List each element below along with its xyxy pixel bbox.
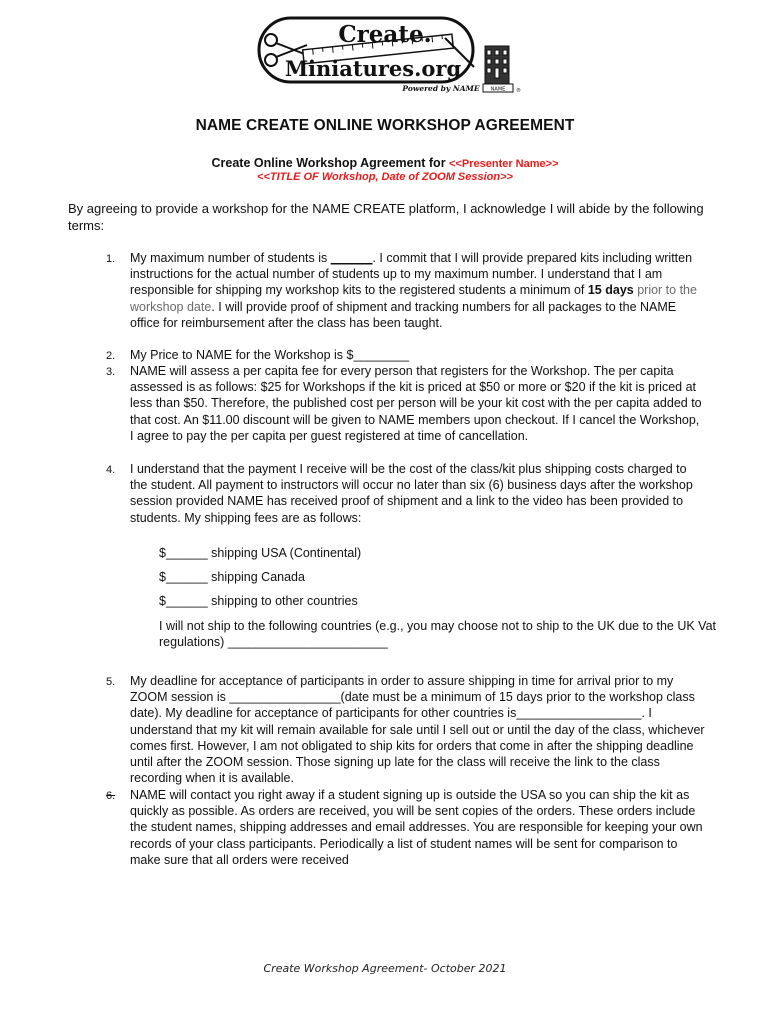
registered-mark: ®: [516, 88, 521, 94]
item-text: My maximum number of students is ______. I commit that I will provide prepared kits including written instructions for the actual number of students up to my maximum number. I understand that I am responsible for shipping my workshop kits to the registered students a minimum of 15 days prior to the workshop date. I will provide proof of shipment and tracking numbers for all packages to the NAME office for reimbursement after the class has been taught.: [130, 251, 697, 330]
page-footer: Create Workshop Agreement- October 2021: [263, 962, 507, 975]
intro-paragraph: By agreeing to provide a workshop for the NAME CREATE platform, I acknowledge I will abide by the following terms:: [68, 201, 704, 233]
logo-line1: Create.: [338, 21, 432, 48]
logo-line2: Miniatures.org: [284, 56, 462, 81]
item-number: 5.: [106, 676, 116, 688]
subtitle-line1: [0, 156, 770, 170]
subtitle-line2: <<TITLE OF Workshop, Date of ZOOM Session>>: [257, 171, 513, 183]
item-text: I understand that the payment I receive will be the cost of the class/kit plus shipping costs charged to the student. All payment to instructors will occur no later than six (6) business days after the workshop session provided NAME has received proof of shipment and a link to the video has been provided to students. My shipping fees are as follows:: [130, 462, 693, 525]
shipping-fee-usa: $______ shipping USA (Continental): [159, 546, 362, 560]
no-ship-countries: I will not ship to the following countries (e.g., you may choose not to ship to the UK due to the UK Vat regulations) _______________________: [159, 619, 717, 650]
item-number: 2.: [106, 350, 116, 362]
item-text: NAME will contact you right away if a student signing up is outside the USA so you can ship the kit as quickly as possible. As orders are received, you will be sent copies of the orders. These orders include the student names, shipping addresses and email addresses. You are responsible for keeping your own records of your class participants. Periodically a list of student names will be sent for comparison to make sure that all orders were received: [130, 788, 703, 867]
logo-graphic: [255, 12, 520, 96]
subtitle-prefix: Create Online Workshop Agreement for: [211, 156, 450, 170]
document-title: NAME CREATE ONLINE WORKSHOP AGREEMENT: [195, 117, 575, 134]
max-students-blank: ______: [330, 251, 373, 265]
item-text: NAME will assess a per capita fee for every person that registers for the Workshop. The per capita assessed is as follows: $25 for Workshops if the kit is priced at $50 or more or $20 if the kit is priced at less than $50. Therefore, the published cost per person will be your kit cost with the per capita added to that cost. An $11.00 discount will be given to NAME members upon checkout. If I cancel the Workshop, I agree to pay the per capita per guest registered at time of cancellation.: [130, 364, 702, 443]
item-number: 1.: [106, 253, 116, 265]
logo-plaque: NAME: [490, 86, 506, 93]
item-number: 3.: [106, 366, 116, 378]
item-number: 4.: [106, 464, 116, 476]
building-icon: [483, 46, 513, 92]
item-number: 6.: [106, 790, 116, 802]
logo: [255, 12, 520, 96]
item-text: My Price to NAME for the Workshop is $________: [130, 348, 410, 362]
logo-tagline: Powered by NAME: [402, 84, 480, 93]
item-text: My deadline for acceptance of participants in order to assure shipping in time for arrival prior to my ZOOM session is ________________(date must be a minimum of 15 days prior to the workshop class date). My deadline for acceptance of participants for other countries is__________________. I understand that my kit will remain available for sale until I sell out or until the day of the class, whichever comes first. However, I am not obligated to ship kits for orders that come in after the shipping deadline until after the ZOOM session. Those signing up late for the class will receive the link to the class recording when it is available.: [130, 674, 705, 786]
presenter-name-placeholder: <<Presenter Name>>: [449, 158, 559, 170]
shipping-fee-canada: $______ shipping Canada: [159, 570, 305, 584]
shipping-fee-other: $______ shipping to other countries: [159, 594, 358, 608]
